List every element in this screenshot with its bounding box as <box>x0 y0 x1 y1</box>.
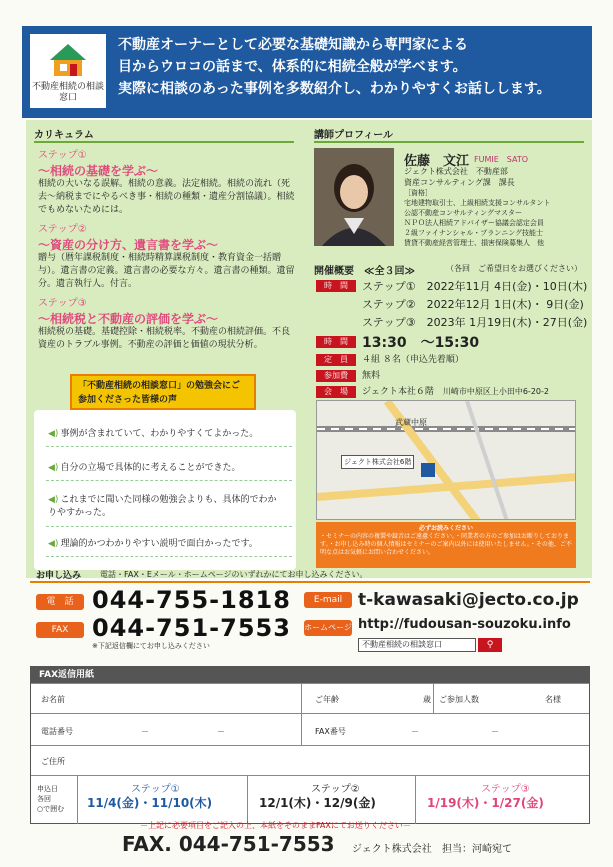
step2-body: 贈与（暦年課税制度・相続時精算課税制度・教育資金一括贈与）。遺言書の定義。遺言書の必要な方々。遺言書の種類。遺留分。遺言執行人。付言。 <box>38 253 295 289</box>
instructor-qualifications <box>404 188 590 248</box>
map-company-label: ジェクト株式会社6階 <box>341 455 414 469</box>
search-input[interactable]: 不動産相続の相談窓口 <box>358 638 476 652</box>
divider <box>77 776 78 824</box>
footer-company: ジェクト株式会社 <box>352 844 432 855</box>
content-panel <box>26 120 592 578</box>
choice-step1: ステップ① <box>131 784 180 795</box>
qual-item: 賃貸不動産経営管理士、損害保険募集人 他 <box>404 239 544 247</box>
step3-body: 相続税の基礎。基礎控除・相続税率。不動産の相続評価。不良資産のトラブル事例。不動産の評価と価値の現状分析。 <box>38 327 291 350</box>
form-row-tel <box>31 713 589 745</box>
schedule-fee: 無料 <box>362 371 381 381</box>
tel-dash: － <box>141 727 149 736</box>
instructor-name: 佐藤 文江 <box>404 154 470 169</box>
fax-field-label: FAX番号 <box>315 727 346 736</box>
header-line: 実際に相談のあった事例を多数紹介し、わかりやすくお話しします。 <box>118 81 551 97</box>
fax-label: FAX <box>36 622 84 638</box>
footer-fax: FAX. 044-751-7553 <box>122 832 335 856</box>
divider <box>46 480 292 481</box>
fax-number: 044-751-7553 <box>92 614 291 642</box>
header-line: 不動産オーナーとして必要な基礎知識から専門家による <box>118 37 468 53</box>
affil-line: 資産コンサルティング課 課長 <box>404 178 515 187</box>
footer-person: 担当：河崎宛て <box>442 844 512 855</box>
address-label: ご住所 <box>41 757 65 766</box>
count-label: ご参加人数 <box>439 695 479 704</box>
choice-dates3[interactable]: 1/19(木)・1/27(金) <box>427 796 544 810</box>
age-unit: 歳 <box>423 695 431 704</box>
qual-head: ［資格］ <box>404 189 432 197</box>
step1-label: ステップ① <box>38 150 87 161</box>
tel-field-label: 電話番号 <box>41 727 73 736</box>
speaker-icon: ◀) <box>48 429 59 439</box>
qual-item: ２級ファイナンシャル・プランニング技能士 <box>404 229 544 237</box>
search-icon: ⚲ <box>486 640 494 650</box>
venue-map <box>316 400 576 520</box>
speaker-icon: ◀) <box>48 495 59 505</box>
tag-venue: 会 場 <box>316 386 356 398</box>
divider <box>247 776 248 824</box>
choice-step2: ステップ② <box>311 784 360 795</box>
fax-reply-form <box>30 666 590 824</box>
instructor-affiliation <box>404 166 590 188</box>
header-line: 目からウロコの話まで、体系的に相続全般が学べます。 <box>118 59 467 75</box>
portrait-icon <box>314 148 394 246</box>
qual-item: 公認不動産コンサルティングマスター <box>404 209 522 217</box>
tel-dash: － <box>217 727 225 736</box>
choice-dates2[interactable]: 12/1(木)・12/9(金) <box>259 796 376 810</box>
divider <box>415 776 416 824</box>
divider <box>301 714 302 746</box>
voices-heading: 「不動産相続の相談窓口」の勉強会にご参加くださった皆様の声 <box>70 374 256 410</box>
tag-capacity: 定 員 <box>316 354 356 366</box>
header-text <box>118 34 551 100</box>
logo-text: 不動産相続の相談窓口 <box>31 82 104 103</box>
speaker-icon: ◀) <box>48 463 59 473</box>
homepage-url[interactable]: http://fudousan-souzoku.info <box>358 617 571 632</box>
voices-box <box>34 410 296 570</box>
name-label: お名前 <box>41 695 65 704</box>
divider <box>30 581 590 583</box>
header-banner <box>22 26 592 118</box>
voice-item: ◀) 自分の立場で具体的に考えることができた。 <box>48 463 241 473</box>
schedule-note: （各回 ご希望日をお選びください） <box>446 264 582 273</box>
age-label: ご年齢 <box>315 695 339 704</box>
form-row-name <box>31 683 589 713</box>
fax-dash: － <box>411 727 419 736</box>
fax-note: ※下記返信欄にてお申し込みください <box>92 642 210 650</box>
email-address[interactable]: t-kawasaki@jecto.co.jp <box>358 590 579 610</box>
fax-dash: － <box>491 727 499 736</box>
schedule-step: ステップ① 2022年11月 4日(金)・10日(木) <box>362 280 588 293</box>
house-logo-icon <box>46 40 90 78</box>
notice-text: ・セミナーの内容の複製や録音はご遠慮ください。・同業者の方のご参加はお断りしております。・お申し込み時の個人情報はセミナーのご案内以外には使用いたしません。・その他、ご不明な点はお気軽にお問い合わせください。 <box>320 533 572 556</box>
choice-step3: ステップ③ <box>481 784 530 795</box>
form-row-address <box>31 745 589 775</box>
divider <box>46 526 292 527</box>
search-button[interactable] <box>478 638 502 652</box>
tel-number[interactable]: 044-755-1818 <box>92 586 291 614</box>
schedule-hours: 13:30 ～15:30 <box>362 335 480 351</box>
divider <box>433 684 434 714</box>
affil-line: ジェクト株式会社 不動産部 <box>404 167 508 176</box>
form-title: FAX返信用紙 <box>31 667 589 683</box>
curriculum-label: カリキュラム <box>34 126 294 143</box>
map-station-label: 武蔵中原 <box>395 418 427 427</box>
step1-title: ～相続の基礎を学ぶ～ <box>38 164 159 178</box>
divider <box>301 684 302 714</box>
count-unit: 名様 <box>545 695 561 704</box>
step3-title: ～相続税と不動産の評価を学ぶ～ <box>38 312 219 326</box>
tag-hours: 時 間 <box>316 336 356 348</box>
divider <box>46 446 292 447</box>
step2-title: ～資産の分け方、遺言書を学ぶ～ <box>38 238 219 252</box>
schedule-capacity: ４組 ８名（申込先着順） <box>362 355 464 365</box>
step3-label: ステップ③ <box>38 298 87 309</box>
instructor-photo <box>314 148 394 246</box>
qual-item: ＮＰＯ法人相続アドバイザー協議会認定会員 <box>404 219 544 227</box>
tag-time: 時 間 <box>316 280 356 292</box>
voice-item: ◀) 事例が含まれていて、わかりやすくてよかった。 <box>48 429 259 439</box>
logo <box>30 34 106 108</box>
step2-label: ステップ② <box>38 224 87 235</box>
qual-item: 宅地建物取引士、上級相続支援コンサルタント <box>404 199 551 207</box>
profile-label: 講師プロフィール <box>314 126 584 143</box>
apply-label: お申し込み <box>36 571 82 581</box>
apply-date-label: 申込日 各回 ○で囲む <box>37 785 65 813</box>
notice-box <box>316 522 576 568</box>
notice-title: 必ずお読みください <box>418 525 473 532</box>
voice-item: ◀) 理論的かつわかりやすい説明で面白かったです。 <box>48 539 258 549</box>
email-label: E-mail <box>304 592 352 608</box>
footer-note: －上記に必要項目をご記入の上、本紙をそのままFAXにてお送りください－ <box>140 821 411 830</box>
choice-dates1[interactable]: 11/4(金)・11/10(木) <box>87 796 213 810</box>
step1-body: 相続の大いなる誤解。相続の意義。法定相続。相続の流れ（死去～納税までにやるべき事・相続の種類・遺産分割協議）。相続でもめないためには。 <box>38 179 295 215</box>
instructor-roman: FUMIE SATO <box>474 155 529 164</box>
tel-label: 電 話 <box>36 594 84 610</box>
schedule-step: ステップ② 2022年12月 1日(木)・ 9日(金) <box>362 298 584 311</box>
homepage-label: ホームページ <box>304 620 352 636</box>
tag-fee: 参加費 <box>316 370 356 382</box>
form-row-dates <box>31 775 589 823</box>
schedule-venue: ジェクト本社６階 川崎市中原区上小田中6-20-2 <box>362 387 549 397</box>
divider <box>46 556 292 557</box>
speaker-icon: ◀) <box>48 539 59 549</box>
voice-item: ◀) これまでに聞いた同様の勉強会よりも、具体的でわかりやすかった。 <box>48 495 277 518</box>
schedule-step: ステップ③ 2023年 1月19日(木)・27日(金) <box>362 316 588 329</box>
schedule-label: 開催概要 ≪全３回≫ <box>314 266 415 277</box>
apply-methods: 電話・FAX・Eメール・ホームページのいずれかにてお申し込みください。 <box>100 570 368 579</box>
